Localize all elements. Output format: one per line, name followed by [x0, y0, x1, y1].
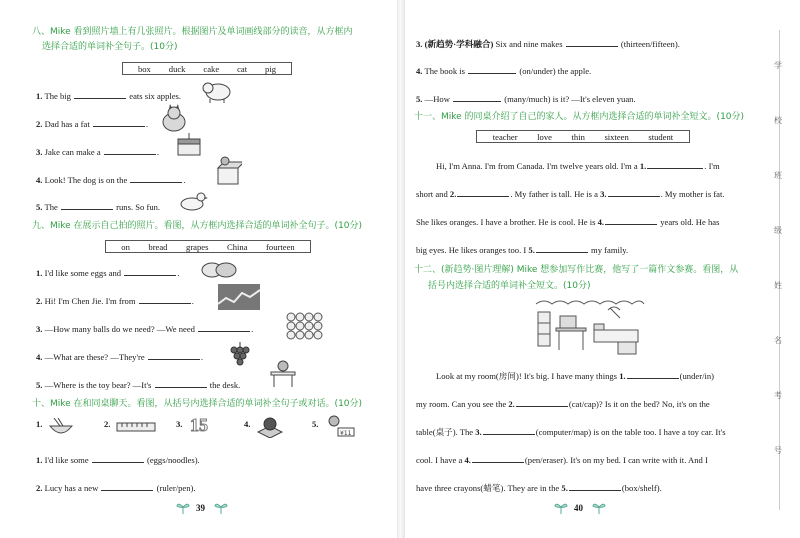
- bear-on-desk-picture: [270, 360, 296, 388]
- word-box-item: box: [137, 63, 151, 74]
- answer-blank[interactable]: [627, 369, 679, 379]
- grapes-picture: [228, 342, 250, 368]
- page-number-left: 39: [196, 503, 205, 513]
- s12-line-1: Look at my room(房间)! It's big. I have many things 1. (under/in): [436, 371, 715, 381]
- answer-blank[interactable]: [605, 215, 657, 225]
- s10-question-5: 5. —How (many/much) is it? —It's eleven yuan.: [416, 94, 636, 104]
- section-9-word-box: [105, 240, 311, 253]
- sprout-icon: [592, 500, 606, 514]
- answer-blank[interactable]: [148, 350, 200, 360]
- box-dog-picture: [212, 156, 242, 186]
- answer-blank[interactable]: [516, 397, 568, 407]
- s8-question-1: 1. The big eats six apples.: [36, 91, 182, 101]
- word-box-item: grapes: [186, 241, 209, 252]
- left-page: [0, 0, 398, 538]
- sprout-icon: [176, 500, 190, 514]
- s9-question-2: 2. Hi! I'm Chen Jie. I'm from .: [36, 296, 194, 306]
- word-box-item: duck: [168, 63, 186, 74]
- s12-line-2: my room. Can you see the 2. (cat/cap)? Is it on the bed? No, it's on the: [416, 399, 710, 409]
- binding-label: 考: [774, 391, 782, 400]
- answer-blank[interactable]: [130, 173, 182, 183]
- s11-line-3: She likes oranges. I have a brother. He is cool. He is 4. years old. He has: [416, 217, 720, 227]
- apple-on-book-picture: [256, 416, 284, 438]
- answer-blank[interactable]: [139, 294, 191, 304]
- section-11-word-box: [476, 130, 690, 143]
- binding-label: 姓: [774, 281, 782, 290]
- sprout-icon: [214, 500, 228, 514]
- answer-blank[interactable]: [155, 378, 207, 388]
- s9-question-3: 3. —How many balls do we need? —We need .: [36, 324, 254, 334]
- cake-picture: [175, 133, 203, 159]
- word-box-item: cat: [237, 63, 248, 74]
- page-number-right: 40: [574, 503, 583, 513]
- word-box-item: sixteen: [604, 131, 629, 142]
- s10-question-2: 2. Lucy has a new (ruler/pen).: [36, 483, 196, 493]
- room-picture: [534, 298, 646, 358]
- binding-label: 级: [774, 226, 782, 235]
- svg-text:¥11: ¥11: [340, 430, 352, 437]
- section-9-heading: 九、Mike 在展示自己拍的照片。看图，从方框内选择合适的单词补全句子。(10分): [32, 221, 363, 231]
- s9-question-4: 4. —What are these? —They're .: [36, 352, 204, 362]
- section-11-heading: 十一、Mike 的同桌介绍了自己的家人。从方框内选择合适的单词补全短文。(10分): [414, 112, 745, 122]
- s10-question-1: 1. I'd like some (eggs/noodles).: [36, 455, 200, 465]
- duck-picture: [176, 190, 208, 212]
- s10-pic-label-5: 5.: [312, 419, 319, 429]
- word-box-item: on: [121, 241, 130, 252]
- section-12-heading-line1: 十二、(新趋势·图片理解) Mike 想参加写作比赛，他写了一篇作文参赛。看图，从: [414, 265, 739, 275]
- binding-label: 学: [774, 61, 782, 70]
- answer-blank[interactable]: [566, 37, 618, 47]
- cat-picture: [160, 104, 188, 132]
- binding-label: 名: [774, 336, 782, 345]
- number-15-picture: 15: [190, 415, 208, 435]
- s11-line-4: big eyes. He likes oranges too. I 5. my family.: [416, 245, 629, 255]
- s10-pic-label-3: 3.: [176, 419, 183, 429]
- s8-question-3: 3. Jake can make a .: [36, 147, 159, 157]
- right-page: [402, 0, 800, 538]
- pig-picture: [200, 78, 234, 104]
- balls-picture: [286, 312, 324, 340]
- word-box-item: student: [648, 131, 674, 142]
- s9-question-5: 5. —Where is the toy bear? —It's the desk.: [36, 380, 241, 390]
- answer-blank[interactable]: [61, 200, 113, 210]
- answer-blank[interactable]: [104, 145, 156, 155]
- section-10-heading: 十、Mike 在和同桌聊天。看图，从括号内选择合适的单词补全句子或对话。(10分): [32, 399, 363, 409]
- ruler-picture: [116, 422, 156, 432]
- binding-margin-line: [779, 30, 780, 510]
- answer-blank[interactable]: [647, 159, 703, 169]
- sprout-icon: [554, 500, 568, 514]
- price-tag-toy-picture: [324, 414, 356, 440]
- word-box-item: China: [226, 241, 248, 252]
- s12-line-3: table(桌子). The 3. (computer/map) is on the table too. I have a toy car. It's: [416, 427, 726, 437]
- binding-label: 校: [774, 116, 782, 125]
- answer-blank[interactable]: [74, 89, 126, 99]
- s12-line-4: cool. I have a 4. (pen/eraser). It's on my bed. I can write with it. And I: [416, 455, 708, 465]
- answer-blank[interactable]: [93, 117, 145, 127]
- s8-question-4: 4. Look! The dog is on the .: [36, 175, 186, 185]
- word-box-item: love: [537, 131, 552, 142]
- noodles-bowl-picture: [48, 418, 74, 438]
- great-wall-picture: [218, 284, 260, 310]
- section-8-heading-line1: 八、Mike 看到照片墙上有几张照片。根据图片及单词画线部分的读音，从方框内: [32, 27, 353, 37]
- answer-blank[interactable]: [483, 425, 535, 435]
- answer-blank[interactable]: [472, 453, 524, 463]
- word-box-item: teacher: [492, 131, 518, 142]
- answer-blank[interactable]: [457, 187, 509, 197]
- s10-question-3: 3. (新趋势·学科融合) Six and nine makes (thirteen/fifteen).: [416, 39, 680, 49]
- answer-blank[interactable]: [92, 453, 144, 463]
- binding-label: 班: [774, 171, 782, 180]
- word-box-item: fourteen: [266, 241, 295, 252]
- answer-blank[interactable]: [101, 481, 153, 491]
- answer-blank[interactable]: [468, 64, 516, 74]
- s10-pic-label-2: 2.: [104, 419, 111, 429]
- section-12-heading-line2: 括号内选择合适的单词补全短文。(10分): [428, 281, 591, 291]
- word-box-item: cake: [203, 63, 220, 74]
- answer-blank[interactable]: [536, 243, 588, 253]
- s9-question-1: 1. I'd like some eggs and .: [36, 268, 180, 278]
- s10-pic-label-4: 4.: [244, 419, 251, 429]
- s11-line-1: Hi, I'm Anna. I'm from Canada. I'm twelve years old. I'm a 1. . I'm: [436, 161, 720, 171]
- s12-line-5: have three crayons(蜡笔). They are in the 5. (box/shelf).: [416, 483, 662, 493]
- answer-blank[interactable]: [453, 92, 501, 102]
- word-box-item: pig: [265, 63, 277, 74]
- section-8-heading-line2: 选择合适的单词补全句子。(10分): [42, 42, 178, 52]
- bread-picture: [200, 258, 238, 280]
- s10-pic-label-1: 1.: [36, 419, 43, 429]
- word-box-item: bread: [148, 241, 168, 252]
- answer-blank[interactable]: [608, 187, 660, 197]
- s11-line-2: short and 2. . My father is tall. He is a 3. . My mother is fat.: [416, 189, 725, 199]
- word-box-item: thin: [571, 131, 585, 142]
- answer-blank[interactable]: [569, 481, 621, 491]
- s8-question-2: 2. Dad has a fat .: [36, 119, 149, 129]
- s8-question-5: 5. The runs. So fun.: [36, 202, 161, 212]
- answer-blank[interactable]: [124, 266, 176, 276]
- s10-question-4: 4. The book is (on/under) the apple.: [416, 66, 592, 76]
- answer-blank[interactable]: [198, 322, 250, 332]
- binding-label: 号: [774, 446, 782, 455]
- section-8-word-box: [122, 62, 292, 75]
